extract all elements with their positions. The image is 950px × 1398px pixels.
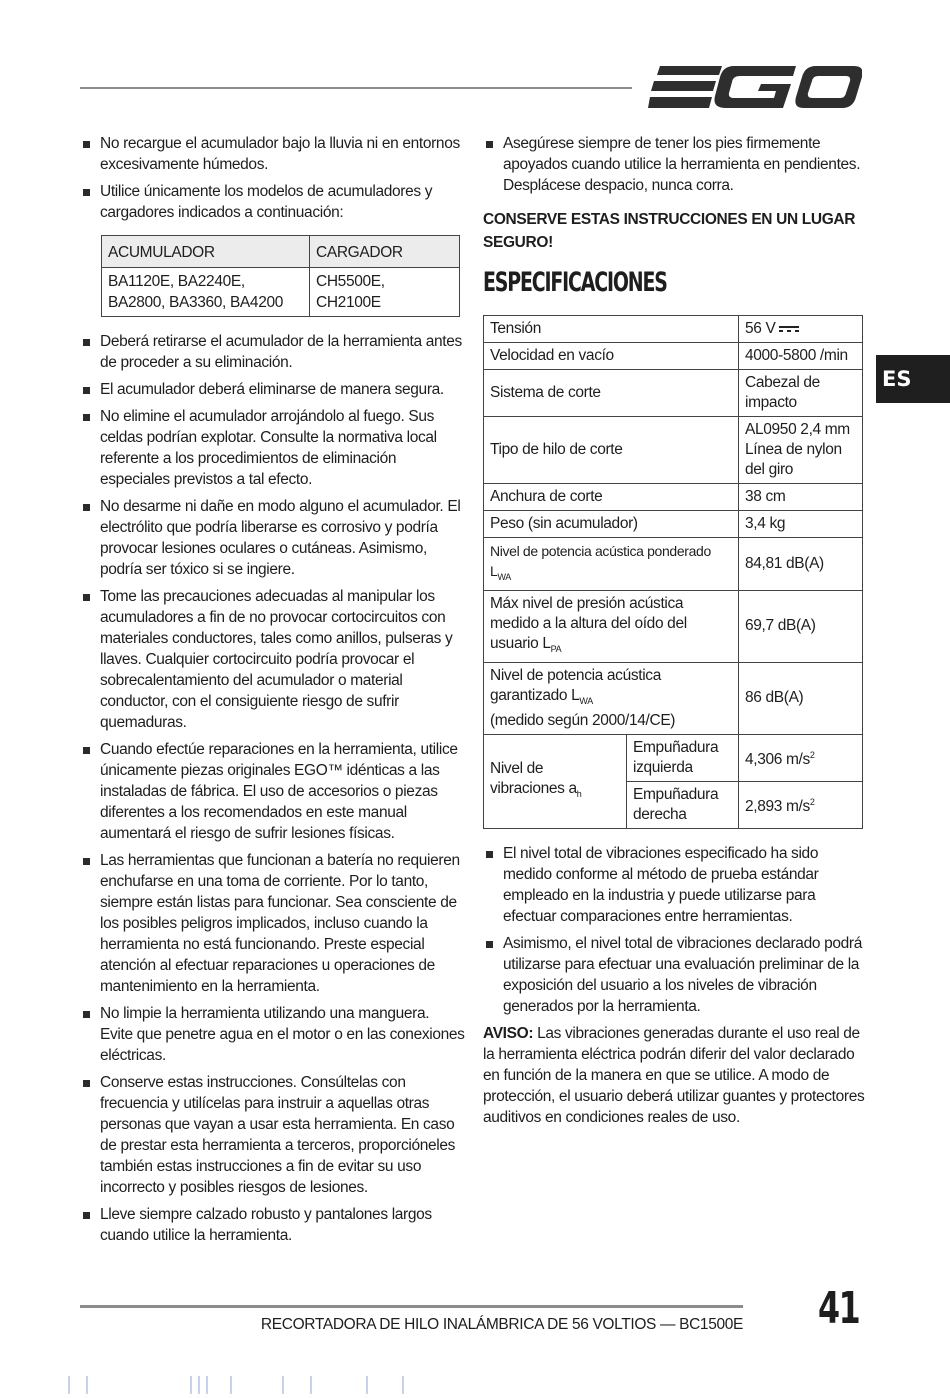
- page-number: 41: [818, 1283, 860, 1334]
- spec-value-garantizado: 86 dB(A): [739, 662, 863, 734]
- spec-value-hilo: AL0950 2,4 mm Línea de nylon del giro: [739, 417, 863, 484]
- left-bullet-list-2: [80, 331, 465, 1246]
- spec-label-hilo: Tipo de hilo de corte: [484, 417, 739, 484]
- header-acumulador: ACUMULADOR: [102, 236, 310, 268]
- list-item: No desarme ni dañe en modo alguno el acumulador. El electrólito que podría liberarse es corrosivo y podría provocar lesiones oculares o cutáneas. Asimismo, podría ser tóxico si se ingiere.: [80, 496, 465, 580]
- spec-value-tension: 56 V: [739, 316, 863, 343]
- list-item: Tome las precauciones adecuadas al manipular los acumuladores a fin de no provocar cortocircuitos con materiales conductores, tales como anillos, pulseras y llaves. Cualquier cortocircuito podría provocar el sobrecalentamiento del acumulador o material conductor, con el consiguiente riesgo de sufrir quemaduras.: [80, 586, 465, 733]
- header-cargador: CARGADOR: [310, 236, 460, 268]
- table-row: [484, 590, 863, 662]
- spec-value-presion: 69,7 dB(A): [739, 590, 863, 662]
- list-item: El acumulador deberá eliminarse de manera segura.: [80, 379, 465, 400]
- specifications-table: [483, 315, 863, 829]
- list-item: No limpie la herramienta utilizando una manguera. Evite que penetre agua en el motor o en las conexiones eléctricas.: [80, 1003, 465, 1066]
- spec-value-peso: 3,4 kg: [739, 511, 863, 538]
- table-row: [484, 417, 863, 484]
- list-item: No recargue el acumulador bajo la lluvia ni en entornos excesivamente húmedos.: [80, 133, 465, 175]
- list-item: Utilice únicamente los modelos de acumuladores y cargadores indicados a continuación:: [80, 181, 465, 223]
- cell-acumulador-models: BA1120E, BA2240E, BA2800, BA3360, BA4200: [102, 268, 310, 317]
- list-item: Lleve siempre calzado robusto y pantalones largos cuando utilice la herramienta.: [80, 1204, 465, 1246]
- list-item: No elimine el acumulador arrojándolo al fuego. Sus celdas podrían explotar. Consulte la normativa local referente a los procedimientos de eliminación especiales previstos a tal efecto.: [80, 406, 465, 490]
- table-row: [484, 538, 863, 591]
- list-item: Deberá retirarse el acumulador de la herramienta antes de proceder a su eliminación.: [80, 331, 465, 373]
- left-column: [80, 133, 465, 1252]
- spec-label-empunadura-izquierda: Empuñadura izquierda: [627, 734, 739, 781]
- spec-label-sistema: Sistema de corte: [484, 370, 739, 417]
- table-row: [484, 316, 863, 343]
- spec-value-sistema: Cabezal de impacto: [739, 370, 863, 417]
- table-row: [484, 662, 863, 734]
- spec-value-potencia: 84,81 dB(A): [739, 538, 863, 591]
- ego-logo: [648, 62, 862, 112]
- spec-label-peso: Peso (sin acumulador): [484, 511, 739, 538]
- spec-value-empunadura-izquierda: 4,306 $m/s^2$: [739, 734, 863, 781]
- spec-label-empunadura-derecha: Empuñadura derecha: [627, 781, 739, 828]
- table-row: [484, 370, 863, 417]
- list-item: Las herramientas que funcionan a batería no requieren enchufarse en una toma de corriente. Por lo tanto, siempre están listas para funcionar. Sea consciente de los posibles peligros implicados, incluso cuando la herramienta no está funcionando. Preste especial atención al efectuar reparaciones u operaciones de mantenimiento en la herramienta.: [80, 850, 465, 997]
- table-header-row: [102, 236, 460, 268]
- table-row: [484, 484, 863, 511]
- dc-current-icon: [779, 325, 799, 333]
- header-rule: [80, 87, 632, 89]
- table-row: [484, 734, 863, 781]
- aviso-label: AVISO:: [483, 1024, 534, 1042]
- cell-cargador-models: CH5500E, CH2100E: [310, 268, 460, 317]
- footer-rule: [80, 1305, 743, 1308]
- table-row: [484, 511, 863, 538]
- battery-charger-table: [101, 235, 460, 317]
- list-item: El nivel total de vibraciones especificado ha sido medido conforme al método de prueba estándar empleado en la industria y puede utilizarse para efectuar comparaciones entre herramientas.: [483, 843, 868, 927]
- list-item: Conserve estas instrucciones. Consúltelas con frecuencia y utilícelas para instruir a aquellas otras personas que vayan a usar esta herramienta. En caso de prestar esta herramienta a terceros, proporcióneles también estas instrucciones a fin de evitar su uso incorrecto y posibles riesgos de lesiones.: [80, 1072, 465, 1198]
- spec-value-velocidad: 4000-5800 /min: [739, 343, 863, 370]
- table-row: [102, 268, 460, 317]
- table-row: [484, 343, 863, 370]
- list-item: Asegúrese siempre de tener los pies firmemente apoyados cuando utilice la herramienta en pendientes. Desplácese despacio, nunca corra.: [483, 133, 868, 196]
- footer-title: RECORTADORA DE HILO INALÁMBRICA DE 56 VOLTIOS — BC1500E: [260, 1316, 743, 1333]
- left-bullet-list-1: [80, 133, 465, 223]
- aviso-text: Las vibraciones generadas durante el uso real de la herramienta eléctrica podrán diferir del valor declarado en función de la manera en que se utilice. A modo de protección, el usuario deberá utilizar guantes y protectores auditivos en condiciones reales de uso.: [483, 1024, 865, 1126]
- list-item: Cuando efectúe reparaciones en la herramienta, utilice únicamente piezas originales EGO™ idénticas a las instaladas de fábrica. El uso de accesorios o piezas diferentes a los recomendados en este manual aumentará el riesgo de sufrir lesiones físicas.: [80, 739, 465, 844]
- right-bullet-list-2: [483, 843, 868, 1017]
- spec-value-empunadura-derecha: 2,893 $m/s^2$: [739, 781, 863, 828]
- spec-label-presion: Máx nivel de presión acústica medido a la altura del oído del usuario $L_{PA}$: [484, 590, 739, 662]
- list-item: Asimismo, el nivel total de vibraciones declarado podrá utilizarse para efectuar una evaluación preliminar de la exposición del usuario a los niveles de vibración generados por la herramienta.: [483, 933, 868, 1017]
- right-column: [483, 133, 868, 1128]
- right-bullet-list-1: [483, 133, 868, 196]
- print-registration-marks: [60, 1376, 460, 1396]
- spec-label-garantizado: Nivel de potencia acústica garantizado $L_{WA}$ (medido según 2000/14/CE): [484, 662, 739, 734]
- conserve-heading: CONSERVE ESTAS INSTRUCCIONES EN UN LUGAR SEGURO!: [483, 211, 856, 251]
- spec-label-anchura: Anchura de corte: [484, 484, 739, 511]
- spec-label-potencia: Nivel de potencia acústica ponderado $L_{WA}$: [484, 538, 739, 591]
- spec-value-anchura: 38 cm: [739, 484, 863, 511]
- language-tab-es: ES: [876, 355, 950, 403]
- spec-label-velocidad: Velocidad en vacío: [484, 343, 739, 370]
- spec-label-tension: Tensión: [484, 316, 739, 343]
- aviso-paragraph: [483, 1023, 868, 1128]
- spec-label-vibraciones: Nivel de vibraciones $a_h$: [484, 734, 627, 828]
- specifications-title: ESPECIFICACIONES: [483, 267, 667, 298]
